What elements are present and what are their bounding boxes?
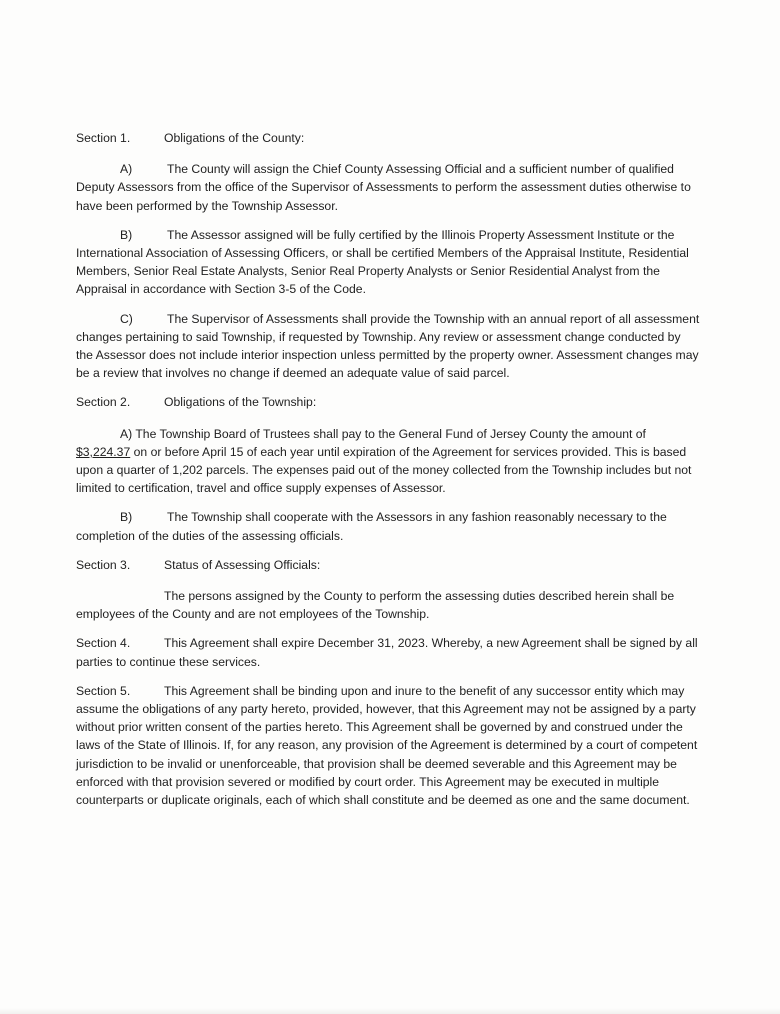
section-2-number: Section 2.: [76, 395, 131, 410]
section-1-b-label: B): [120, 227, 133, 242]
section-2-a-prefix: A) The Township Board of Trustees shall pay to the General Fund of Jersey County the amount of: [120, 426, 646, 441]
section-1-c-text: The Supervisor of Assessments shall provide the Township with an annual report of all assessment changes pertaining to said Township, if requested by Township. Any review or assessment change conducted by the Assessor does not include interior inspection unless permitted by the property owner. Assessment changes may be a review that involves no change if deemed an adequate value of said parcel.: [76, 311, 700, 381]
section-3-title: Status of Assessing Officials:: [164, 557, 321, 572]
section-2-a-suffix: on or before April 15 of each year until expiration of the Agreement for services provided. This is based upon a quarter of 1,202 parcels. The expenses paid out of the money collected from the Township includes but not limited to certification, travel and office supply expenses of Assessor.: [76, 444, 692, 496]
section-3-paragraph: [76, 587, 700, 623]
section-4-paragraph: [76, 634, 700, 670]
section-5-text: This Agreement shall be binding upon and inure to the benefit of any successor entity which may assume the obligations of any party hereto, provided, however, that this Agreement may not be assigned by a party without prior written consent of the parties hereto. This Agreement shall be governed by and construed under the laws of the State of Illinois. If, for any reason, any provision of the Agreement is determined by a court of competent jurisdiction to be invalid or unenforceable, that provision shall be deemed severable and this Agreement may be enforced with that provision severed or modified by court order. This Agreement may be executed in multiple counterparts or duplicate originals, each of which shall constitute and be deemed as one and the same document.: [76, 683, 698, 808]
section-3-heading: [76, 556, 700, 574]
section-1-a-paragraph: [76, 160, 700, 215]
section-1-b-paragraph: [76, 226, 700, 299]
section-3-number: Section 3.: [76, 557, 131, 572]
section-1-b-text: The Assessor assigned will be fully certified by the Illinois Property Assessment Institute or the International Association of Assessing Officers, or shall be certified Members of the Appraisal Institute, Residential Members, Senior Real Estate Analysts, Senior Real Property Analysts or Senior Residential Analyst from the Appraisal in accordance with Section 3-5 of the Code.: [76, 227, 689, 297]
section-2-b-text: The Township shall cooperate with the Assessors in any fashion reasonably necessary to the completion of the duties of the assessing officials.: [76, 510, 667, 543]
section-1-title: Obligations of the County:: [164, 131, 305, 145]
section-1-c-paragraph: [76, 310, 700, 383]
section-5-paragraph: [76, 682, 700, 809]
section-4-number: Section 4.: [76, 636, 131, 651]
section-3-text: The persons assigned by the County to perform the assessing duties described herein shall be employees of the County and are not employees of the Township.: [76, 589, 675, 622]
section-2-b-label: B): [120, 510, 133, 525]
section-1-c-label: C): [120, 311, 133, 326]
payment-amount: $3,224.37: [76, 444, 131, 459]
section-1-a-label: A): [120, 162, 133, 177]
scan-bottom-edge: [0, 1008, 780, 1014]
section-4-text: This Agreement shall expire December 31, 2023. Whereby, a new Agreement shall be signed by all parties to continue these services.: [76, 636, 698, 669]
section-2-a-paragraph: [76, 425, 700, 498]
section-1-number: Section 1.: [76, 131, 131, 145]
section-1-a-text: The County will assign the Chief County Assessing Official and a sufficient number of qualified Deputy Assessors from the office of the Supervisor of Assessments to perform the assessment duties otherwise to have been performed by the Township Assessor.: [76, 162, 691, 213]
section-5-number: Section 5.: [76, 683, 131, 698]
agreement-body: [76, 129, 700, 820]
section-2-b-paragraph: [76, 508, 700, 544]
section-2-title: Obligations of the Township:: [164, 395, 317, 410]
section-1-heading: [76, 129, 700, 147]
section-2-heading: [76, 393, 700, 411]
